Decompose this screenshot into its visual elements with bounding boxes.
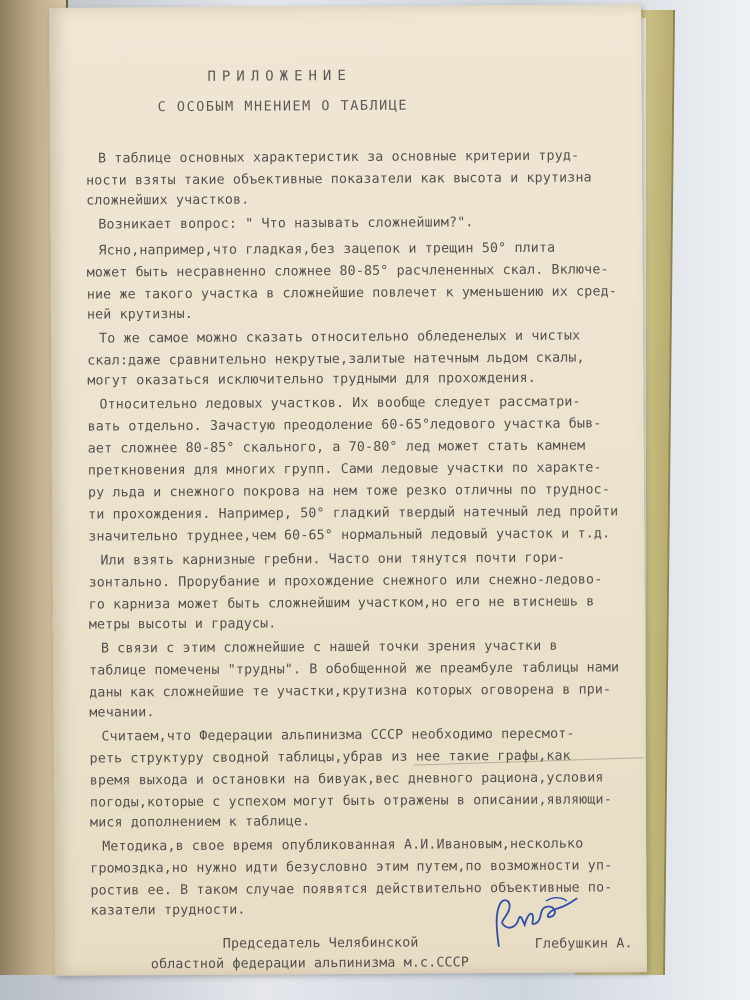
text-line: может быть несравненно сложнее 80-85° расчлененных скал. Включе-	[86, 262, 609, 281]
text-line: зонтально. Прорубание и прохождение снежного или снежно-ледово-	[88, 572, 603, 591]
footer-organization: областной федерации альпинизма м.с.СССР	[150, 955, 469, 973]
text-line: погоды,которые с успехом могут быть отражены в описании,являющи-	[89, 792, 612, 811]
text-line: ности взяты такие объективные показатели как высота и крутизна	[86, 170, 592, 189]
footer-name: Глебушкин А.	[534, 936, 633, 952]
text-line: ает сложнее 80-85° скального, а 70-80° лед может стать камнем	[87, 438, 586, 457]
text-line: Или взять карнизные гребни. Часто они тянутся почти гори-	[100, 550, 566, 569]
text-line: ние же такого участка в сложнейшие повлечет к уменьшению их сред-	[86, 284, 617, 303]
text-line: сложнейших участков.	[86, 192, 250, 209]
text-line: В связи с этим сложнейшие с нашей точки зрения участки в	[100, 638, 558, 657]
text-line: метры высоты и градусы.	[88, 616, 277, 633]
text-line: громоздка,но нужно идти безусловно этим путем,по возможности уп-	[90, 858, 613, 877]
text-line: ростив ее. В таком случае появятся действительно объективные по-	[90, 880, 613, 899]
handwritten-signature	[486, 891, 586, 952]
text-line: время выхода и остановки на бивуак,вес дневного рациона,условия	[89, 770, 604, 789]
text-line: То же самое можно сказать относительно обледенелых и чистых	[99, 328, 581, 347]
text-line: Ясно,например,что гладкая,без зацепок и трещин 50° плита	[98, 240, 556, 259]
text-line: значительно труднее,чем 60-65° нормальный ледовый участок и т.д.	[88, 526, 611, 545]
text-line: реть структуру сводной таблицы,убрав из нее такие графы,как	[89, 748, 571, 767]
footer-position: Председатель Челябинской	[222, 935, 419, 952]
text-line: скал:даже сравнительно некрутые,залитые натечным льдом скалы,	[87, 350, 585, 369]
text-line: го карниза может быть сложнейшим участком,но его не втиснешь в	[88, 594, 595, 613]
text-line: мися дополнением к таблице.	[89, 814, 311, 831]
text-line: Возникает вопрос: " Что называть сложнейшим?".	[98, 215, 474, 233]
text-line: В таблице основных характеристик за основные критерии труд-	[97, 148, 580, 167]
text-line: Методика,в свое время опубликованная А.И.Ивановым,несколько	[102, 836, 584, 855]
text-line: казатели трудности.	[90, 902, 246, 919]
text-line: даны как сложнейшие те участки,крутизна которых оговорена в при-	[89, 682, 612, 701]
text-line: ру льда и снежного покрова на нем тоже резко отличны по труднос-	[87, 482, 611, 501]
text-line: вать отдельно. Зачастую преодоление 60-65°ледового участка быв-	[87, 416, 602, 435]
text-line: Относительно ледовых участков. Их вообще следует рассматри-	[99, 394, 581, 413]
text-line: ней крутизны.	[86, 306, 194, 323]
document-title: ПРИЛОЖЕНИЕ	[207, 67, 352, 85]
document-subtitle: С ОСОБЫМ МНЕНИЕМ О ТАБЛИЦЕ	[157, 97, 409, 116]
document-page	[49, 4, 647, 976]
text-line: Считаем,что Федерации альпинизма СССР необходимо пересмот-	[101, 726, 575, 745]
text-line: преткновения для многих групп. Сами ледовые участки по характе-	[87, 460, 602, 479]
text-line: мечании.	[89, 705, 155, 721]
text-line: могут оказаться исключительно трудными для прохождения.	[87, 370, 536, 389]
text-line: таблице помечены "трудны". В обобщенной же преамбуле таблицы нами	[89, 660, 620, 679]
text-line: ти прохождения. Например, 50° гладкий твердый натечный лед пройти	[88, 504, 619, 523]
